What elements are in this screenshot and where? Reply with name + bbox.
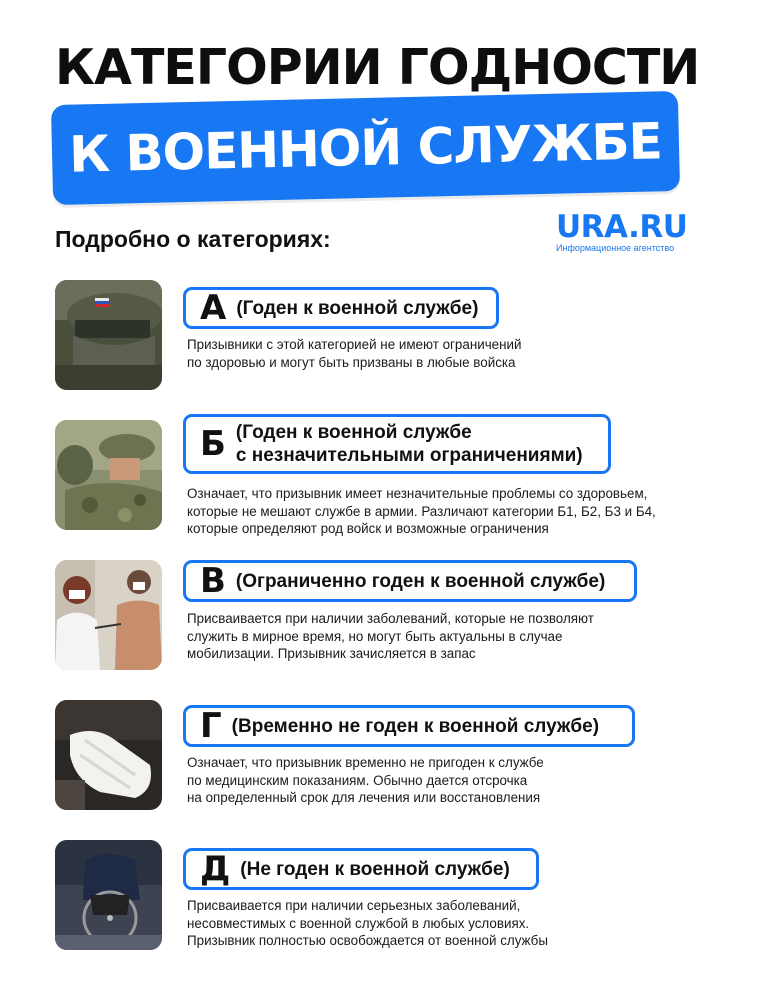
- category-b-description: Означает, что призывник имеет незначительные проблемы со здоровьем, которые не мешают службе в армии. Различают категории Б1, Б2, Б3 и Б4, которые определяют род войск и возможные ограничения: [187, 486, 656, 536]
- category-v-letter: В: [200, 561, 226, 601]
- photo-wheelchair: [55, 840, 162, 950]
- ura-logo: [556, 209, 688, 253]
- category-a-letter: А: [200, 288, 227, 328]
- category-d-description: Присваивается при наличии серьезных заболеваний, несовместимых с военной службой в любых условиях. Призывник полностью освобождается от военной службы: [187, 898, 548, 948]
- category-d-name: (Не годен к военной службе): [240, 858, 510, 880]
- category-g-letter: Г: [200, 706, 222, 746]
- photo-bandaged-hand: [55, 700, 162, 810]
- category-g-description: Означает, что призывник временно не пригоден к службе по медицинским показаниям. Обычно дается отсрочка на определенный срок для лечения или восстановления: [187, 755, 544, 805]
- category-b-letter: Б: [200, 424, 226, 464]
- photo-soldier-in-camouflage: [55, 420, 162, 530]
- category-v-box: [183, 560, 637, 602]
- page-title-line-1: КАТЕГОРИИ ГОДНОСТИ: [55, 39, 700, 96]
- category-d-box: [183, 848, 539, 890]
- category-b-name: (Годен к военной службе с незначительными ограничениями): [235, 422, 583, 466]
- category-a-box: [183, 287, 499, 329]
- category-v-name: (Ограниченно годен к военной службе): [235, 570, 606, 592]
- category-b-box: [183, 414, 611, 474]
- category-g-name: (Временно не годен к военной службе): [231, 715, 600, 737]
- category-a-name: (Годен к военной службе): [236, 297, 479, 319]
- category-g-box: [183, 705, 635, 747]
- category-a-description: Призывники с этой категорией не имеют ограничений по здоровью и могут быть призваны в любые войска: [187, 337, 522, 370]
- page-title-line-2: К ВОЕННОЙ СЛУЖБЕ: [68, 112, 663, 184]
- category-v-description: Присваивается при наличии заболеваний, которые не позволяют служить в мирное время, но могут быть актуальны в случае мобилизации. Призывник зачисляется в запас: [187, 611, 594, 661]
- logo-tagline: Информационное агентство: [556, 243, 675, 253]
- category-d-letter: Д: [200, 849, 231, 889]
- section-subtitle: Подробно о категориях:: [55, 226, 331, 252]
- photo-soldier-in-mask: [55, 280, 162, 390]
- photo-medical-examination: [55, 560, 162, 670]
- logo-name: URA.RU: [556, 209, 688, 245]
